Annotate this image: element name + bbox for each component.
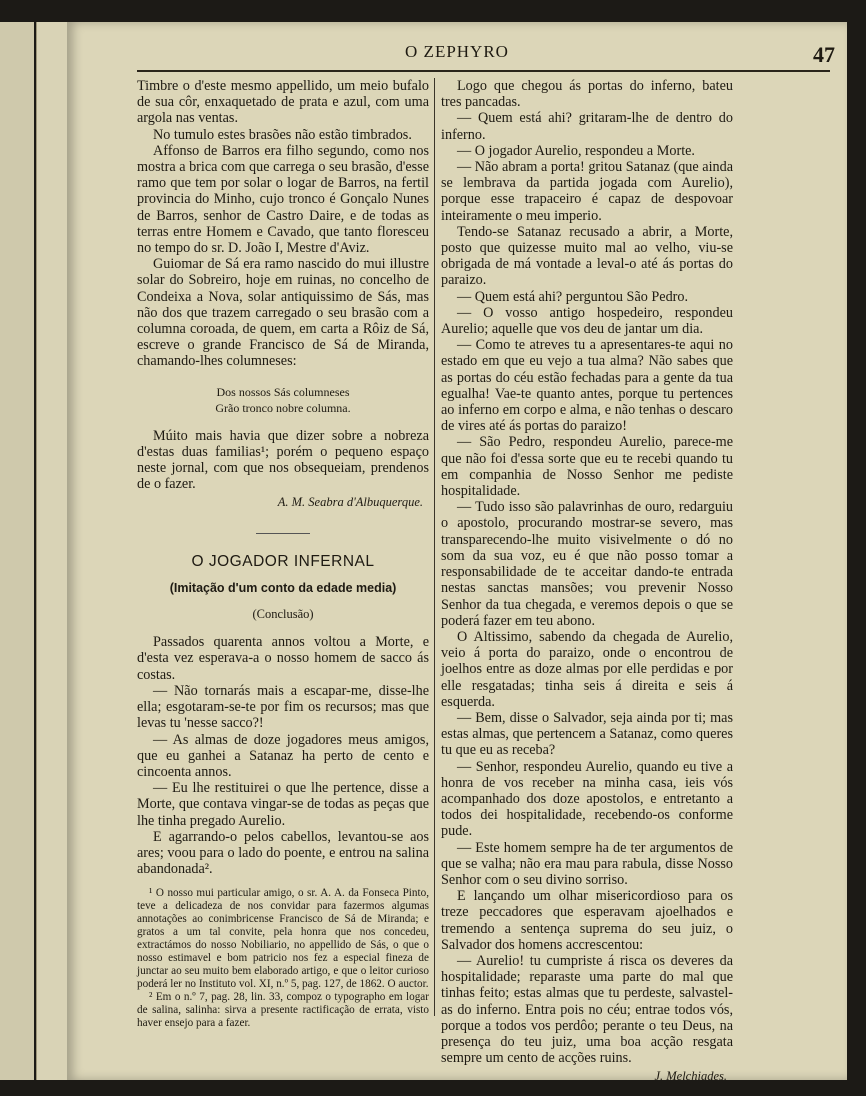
paragraph: — O jogador Aurelio, respondeu a Morte. [457, 142, 695, 159]
footnote: ² Em o n.º 7, pag. 28, lin. 33, compoz o typographo em logar de salina, salinha: sirva a presente ractificação de errata, visto haver ensejo para a fazer. [137, 991, 429, 1030]
paragraph: — Bem, disse o Salvador, seja ainda por ti; mas estas almas, que pertencem a Satanaz, como queres tu que eu as receba? [441, 709, 733, 759]
paragraph: — Quem está ahi? gritaram-lhe de dentro do inferno. [441, 110, 733, 143]
paragraph: Timbre o d'este mesmo appellido, um meio bufalo de sua côr, enxaquetado de prata e azul, com uma argola nas ventas. [137, 78, 429, 127]
column-divider [434, 78, 435, 1016]
paragraph: E agarrando-o pelos cabellos, levantou-se aos ares; voou para o lado do poente, e entrou na salina abandonada². [137, 828, 429, 878]
quote-line: Grão tronco nobre columna. [215, 400, 351, 415]
paragraph: — Aurelio! tu cumpriste á risca os deveres da hospitalidade; reparaste uma parte do mal que tinhas feito; estas almas que tu perdeste, salvastel-as do inferno. Entra pois no céu; entrae todos vós, porque a todos vos perdôo; perante o teu Deus, na presença do teu juiz, uma boa acção resgata sempre um cento de acções ruins. [441, 952, 733, 1067]
paragraph: — Tudo isso são palavrinhas de ouro, redarguiu o apostolo, procurando mostrar-se severo, mas transparecendo-lhe muito visivelmente o dó no som da sua voz, eu é que não posso tomar a responsabilidade de te acceitar dando-te entrada nestas sanctas mansões; vou prevenir Nosso Senhor da tua chegada, e veremos depois o que se poderá fazer em teu abono. [441, 499, 733, 629]
paragraph: No tumulo estes brasões não estão timbrados. [153, 126, 412, 143]
left-column [137, 78, 429, 1030]
page-number: 47 [813, 42, 835, 67]
paragraph: — Não abram a porta! gritou Satanaz (que ainda se lembrava da partida jogada com Aurelio), porque esse trapaceiro é capaz de despovoar inteiramente o meu imperio. [441, 159, 733, 224]
header-rule [137, 70, 830, 72]
paragraph: — São Pedro, respondeu Aurelio, parece-me que não foi d'essa sorte que eu te recebi quando tu em companhia de Nosso Senhor me pediste hospitalidade. [441, 434, 733, 500]
newspaper-page [67, 22, 847, 1084]
section-title: O JOGADOR INFERNAL [191, 552, 375, 570]
paragraph: O Altissimo, sabendo da chegada de Aurelio, veio á porta do paraizo, onde o encontrou de joelhos entre as doze almas por elle perdidas e por elle resgatadas; tinha seis á direita e seis á esquerda. [441, 628, 733, 710]
paragraph: — O vosso antigo hospedeiro, respondeu Aurelio; aquelle que vos deu de jantar um dia. [441, 304, 733, 338]
paragraph: Affonso de Barros era filho segundo, como nos mostra a brica com que carrega o seu brasão, d'esse ramo que tem por solar o logar de Barros, na fertil provincia do Minho, cujo tronco é Gonçalo Nunes de Barros, senhor de Castro Daire, e de todas as terras entre Homem e Cavado, que tanto floresceu no tempo do sr. D. João I, Mestre d'Aviz. [137, 142, 429, 257]
paragraph: Múito mais havia que dizer sobre a nobreza d'estas duas familias¹; porém o pequeno espaço neste jornal, com que nos obsequeiam, prendenos de o fazer. [137, 427, 429, 493]
author-signature: J. Melchiades. [654, 1069, 727, 1084]
paragraph: — Senhor, respondeu Aurelio, quando eu tive a honra de vos receber na minha casa, ieis vós acompanhado dos doze apostolos, e entretanto a todos dei hospitalidade, recebendo-os conforme pude. [441, 758, 733, 840]
paragraph: Logo que chegou ás portas do inferno, bateu tres pancadas. [441, 78, 733, 111]
page-title: O ZEPHYRO [405, 42, 509, 61]
paragraph: Tendo-se Satanaz recusado a abrir, a Morte, posto que quizesse muito mal ao velho, viu-se obrigada de má vontade a leval-o até ás portas do paraizo. [441, 223, 733, 289]
paragraph: Guiomar de Sá era ramo nascido do mui illustre solar do Sobreiro, hoje em ruinas, no concelho de Condeixa a Nova, solar antiquissimo de Sás, mas não dos que trazem carregado o seu brasão com a columna coroada, de quem, em carta a Rôiz de Sá, escreve o grande Francisco de Sá de Miranda, chamando-lhes columneses: [137, 256, 429, 370]
paragraph: Passados quarenta annos voltou a Morte, e d'esta vez esperava-a o nosso homem de sacco ás costas. [137, 634, 429, 683]
book-spine [0, 22, 34, 1080]
paragraph: — Este homem sempre ha de ter argumentos de que se valha; não era mau para rabula, disse Nosso Senhor com o seu divino sorriso. [441, 839, 733, 888]
right-column [441, 78, 733, 1085]
section-subtitle: (Imitação d'um conto da edade media) [169, 580, 397, 595]
paragraph: — As almas de doze jogadores meus amigos, que eu ganhei a Satanaz ha perto de cento e cincoenta annos. [137, 731, 429, 780]
footnote: ¹ O nosso mui particular amigo, o sr. A. A. da Fonseca Pinto, teve a delicadeza de nos convidar para fazermos algumas annotações ao conimbricense Francisco de Sá de Miranda; e gratos a um tal convite, pela honra que nos concedeu, extractámos do nosso Nobiliario, no appellido de Sás, o que o nosso estimavel e bom patricio nos fez a especial fineza de junctar ao seu muito bem elaborado artigo, e que o leitor curioso poderá ler no Instituto vol. XI, n.º 5, pag. 127, de 1862. O auctor. [137, 887, 429, 991]
verse-quote [137, 384, 429, 416]
paragraph: — Quem está ahi? perguntou São Pedro. [457, 288, 689, 305]
paragraph: — Eu lhe restituirei o que lhe pertence, disse a Morte, que contava vingar-se de todas as peças que lhe tinha pregado Aurelio. [137, 780, 429, 829]
book-gutter [36, 22, 68, 1080]
paragraph: — Não tornarás mais a escapar-me, disse-lhe ella; esgotaram-se-te por fim os recursos; mas que levas tu 'nesse sacco?! [137, 682, 429, 732]
quote-line: Dos nossos Sás columneses [216, 384, 350, 399]
paragraph: — Como te atreves tu a apresentares-te aqui no estado em que eu vejo a tua alma? Não sabes que as portas do céu estão fechadas para a gente da tua egualha! Vae-te quanto antes, porque tu pertences ao inferno em corpo e alma, e não tenhas o descaro de vires até ás portas do paraizo! [441, 337, 733, 435]
section-note: (Conclusão) [252, 607, 314, 622]
section-divider [256, 533, 310, 534]
author-signature: A. M. Seabra d'Albuquerque. [277, 495, 423, 510]
paragraph: E lançando um olhar misericordioso para os treze peccadores que esperavam ajoelhados e tremendo a sentença suprema do seu juiz, o Salvador dos homens accrescentou: [441, 888, 733, 953]
footnotes [137, 887, 429, 1030]
